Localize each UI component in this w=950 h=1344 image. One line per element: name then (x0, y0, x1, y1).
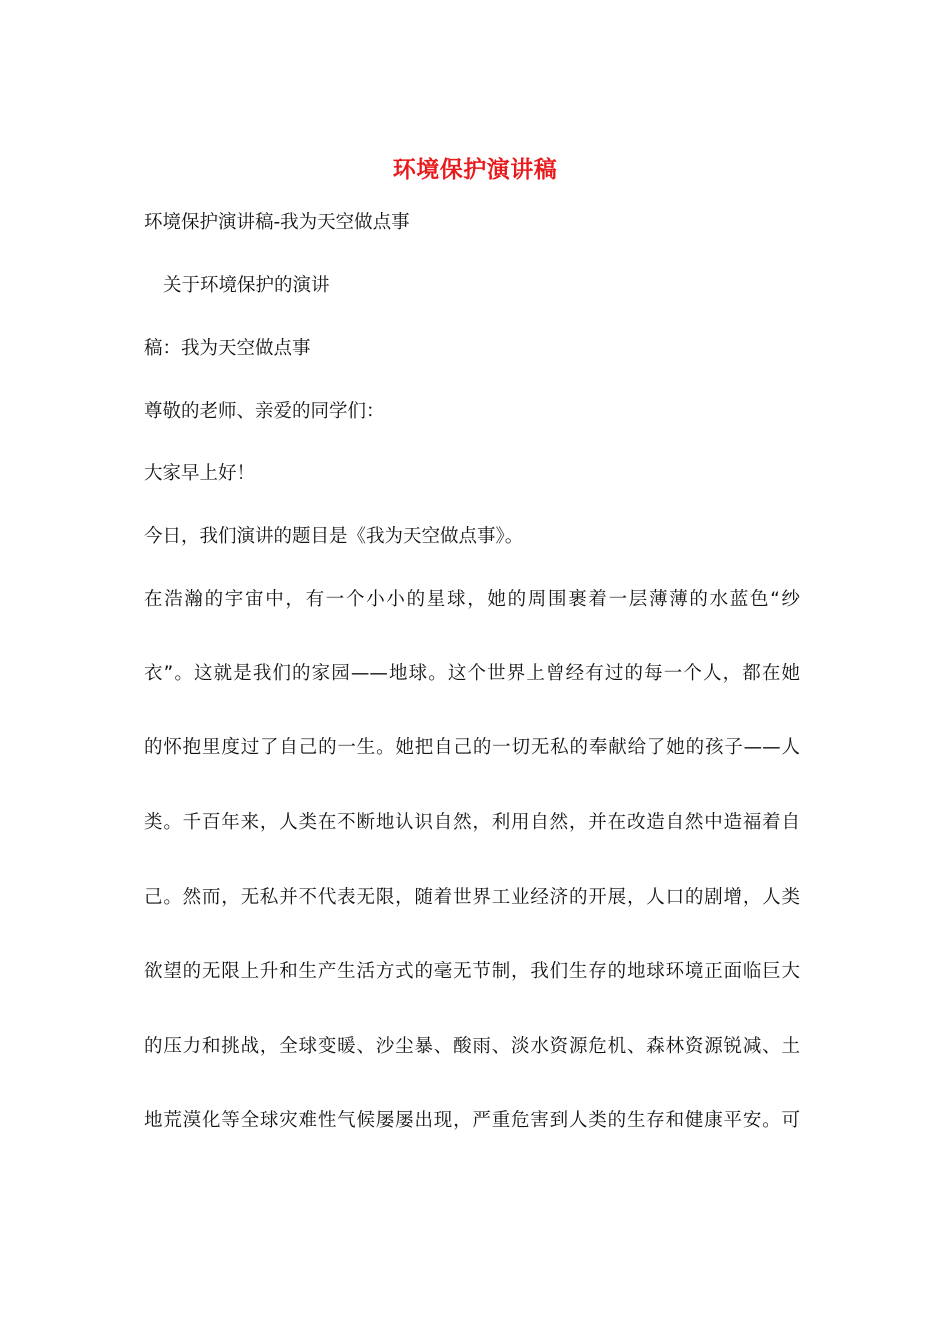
body-line: 的怀抱里度过了自己的一生。她把自己的一切无私的奉献给了她的孩子——人 (144, 737, 800, 758)
body-line: 衣”。这就是我们的家园——地球。这个世界上曾经有过的每一个人，都在她 (144, 663, 800, 684)
body-line: 欲望的无限上升和生产生活方式的毫无节制，我们生存的地球环境正面临巨大 (144, 961, 800, 982)
paragraph-topic: 今日，我们演讲的题目是《我为天空做点事》。 (144, 526, 524, 547)
body-line: 地荒漠化等全球灾难性气候屡屡出现，严重危害到人类的生存和健康平安。可 (144, 1110, 800, 1131)
body-line: 在浩瀚的宇宙中，有一个小小的星球，她的周围裹着一层薄薄的水蓝色“纱 (144, 589, 800, 610)
paragraph-about: 关于环境保护的演讲 (163, 275, 330, 296)
paragraph-speech-title: 稿：我为天空做点事 (144, 338, 311, 359)
document-title: 环境保护演讲稿 (392, 156, 558, 183)
body-line: 类。千百年来，人类在不断地认识自然，利用自然，并在改造自然中造福着自 (144, 812, 800, 833)
body-line: 己。然而，无私并不代表无限，随着世界工业经济的开展，人口的剧增，人类 (144, 887, 800, 908)
body-line: 的压力和挑战，全球变暖、沙尘暴、酸雨、淡水资源危机、森林资源锐减、土 (144, 1036, 800, 1057)
paragraph-salutation: 尊敬的老师、亲爱的同学们： (144, 401, 385, 422)
paragraph-greeting: 大家早上好！ (144, 463, 256, 484)
paragraph-subtitle: 环境保护演讲稿-我为天空做点事 (144, 212, 410, 233)
